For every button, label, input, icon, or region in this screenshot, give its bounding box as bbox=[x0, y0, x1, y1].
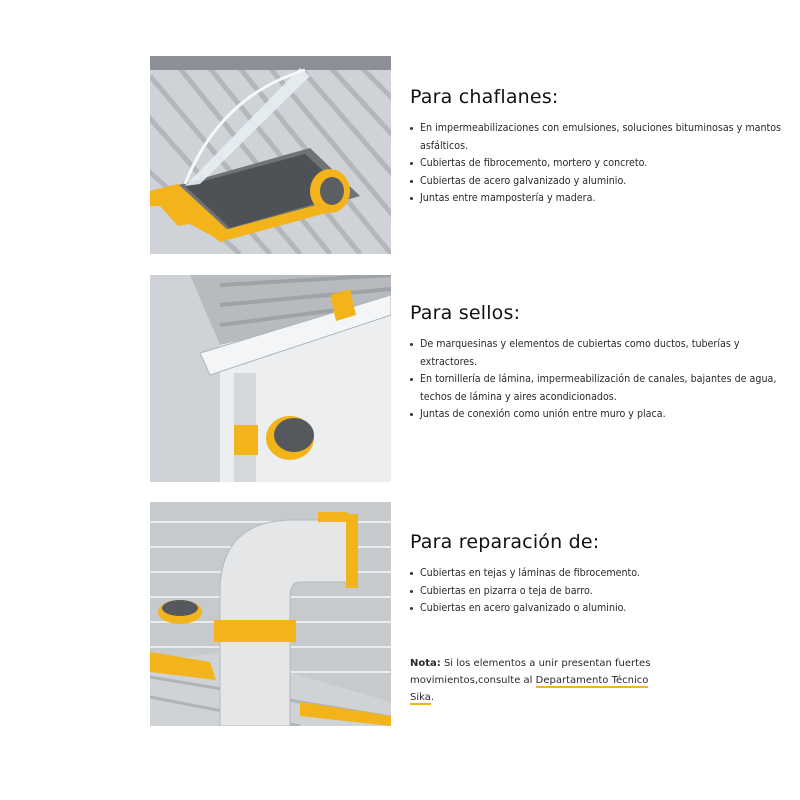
note-end: . bbox=[430, 692, 435, 703]
technical-department-link[interactable]: Departamento Técnico Sika bbox=[410, 675, 649, 703]
note-label: Nota: bbox=[410, 658, 441, 669]
item-list bbox=[410, 336, 790, 424]
note bbox=[410, 655, 660, 706]
list-item: De marquesinas y elementos de cubiertas como ductos, tuberías y extractores. bbox=[410, 336, 790, 371]
item-list bbox=[410, 565, 790, 618]
section-title: Para sellos: bbox=[410, 302, 521, 324]
section-title: Para reparación de: bbox=[410, 531, 600, 553]
illustration-sellos bbox=[150, 275, 391, 482]
item-list bbox=[410, 120, 790, 208]
illustration-reparacion bbox=[150, 502, 391, 726]
note-text: Si los elementos a unir presentan fuertes movimientos,consulte al bbox=[410, 658, 651, 686]
list-item: Juntas entre mampostería y madera. bbox=[410, 190, 790, 208]
section-reparacion bbox=[410, 531, 790, 618]
list-item: En tornillería de lámina, impermeabilización de canales, bajantes de agua, techos de lámina y aires acondicionados. bbox=[410, 371, 790, 406]
list-item: Cubiertas en tejas y láminas de fibrocemento. bbox=[410, 565, 790, 583]
section-title: Para chaflanes: bbox=[410, 86, 559, 108]
list-item: Cubiertas de fibrocemento, mortero y concreto. bbox=[410, 155, 790, 173]
list-item: Cubiertas en acero galvanizado o aluminio. bbox=[410, 600, 790, 618]
illustration-chaflanes bbox=[150, 56, 391, 254]
section-sellos bbox=[410, 302, 790, 424]
list-item: Cubiertas de acero galvanizado y aluminio. bbox=[410, 173, 790, 191]
list-item: En impermeabilizaciones con emulsiones, soluciones bituminosas y mantos asfálticos. bbox=[410, 120, 790, 155]
section-chaflanes bbox=[410, 86, 790, 208]
list-item: Cubiertas en pizarra o teja de barro. bbox=[410, 583, 790, 601]
list-item: Juntas de conexión como unión entre muro y placa. bbox=[410, 406, 790, 424]
